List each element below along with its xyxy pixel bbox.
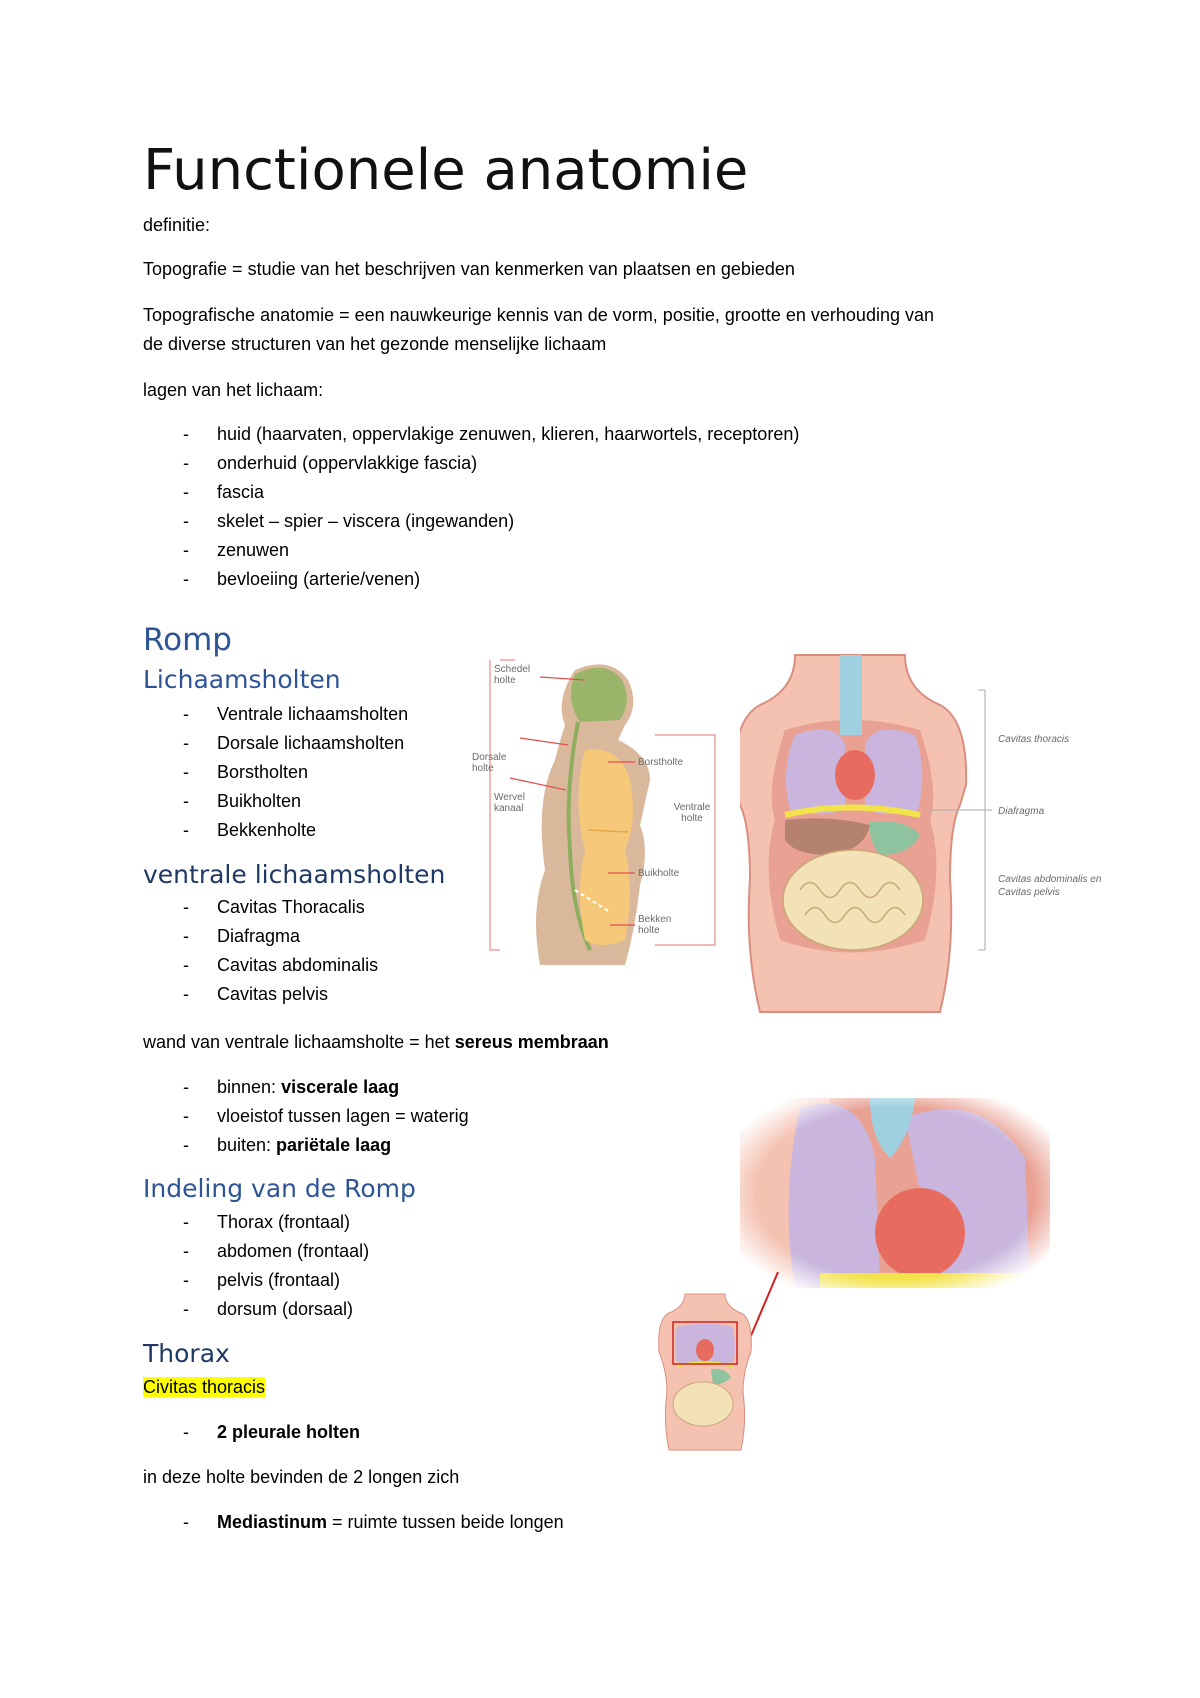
item-text: vloeistof tussen lagen = waterig: [217, 1106, 469, 1126]
label-wervel: Wervel: [494, 792, 525, 803]
small-torso-figure: [655, 1292, 755, 1452]
list-item: - zenuwen: [143, 536, 799, 565]
heading-romp: Romp: [143, 622, 232, 658]
label-bekken: Bekken: [638, 914, 672, 925]
list-item: - Cavitas Thoracalis: [143, 893, 378, 922]
list-item: - Dorsale lichaamsholten: [143, 729, 408, 758]
heading-indeling: Indeling van de Romp: [143, 1174, 416, 1203]
indeling-list: [0, 1208, 370, 1324]
heading-thorax: Thorax: [143, 1339, 230, 1368]
label-cavitas-abdominalis: Cavitas abdominalis en: [998, 874, 1102, 885]
item-text: buiten:: [217, 1135, 277, 1155]
list-item: - huid (haarvaten, oppervlakige zenuwen, klieren, haarwortels, receptoren): [143, 420, 799, 449]
item-bold: viscerale laag: [281, 1077, 400, 1097]
label-diafragma: Diafragma: [998, 806, 1045, 817]
small-heart: [696, 1339, 714, 1361]
pleurale-list: [0, 1418, 361, 1447]
item-bold: Mediastinum: [217, 1512, 328, 1532]
civitas-thoracis: [143, 1373, 265, 1402]
lichaamsholten-list: [0, 700, 409, 845]
topografische-anatomie-line2: de diverse structuren van het gezonde menselijke lichaam: [143, 334, 607, 354]
item-bold: pariëtale laag: [276, 1135, 392, 1155]
label-schedel: Schedel: [494, 664, 531, 675]
list-item: - skelet – spier – viscera (ingewanden): [143, 507, 799, 536]
small-intestines: [673, 1382, 733, 1426]
list-item: [143, 1073, 469, 1102]
label-bekken-2: holte: [638, 925, 660, 936]
item-text: = ruimte tussen beide longen: [327, 1512, 564, 1532]
zoom-fade: [740, 1098, 1050, 1288]
list-item: [143, 1131, 469, 1160]
topografie-definition: Topografie = studie van het beschrijven van kenmerken van plaatsen en gebieden: [143, 259, 795, 279]
list-item: - fascia: [143, 478, 799, 507]
label-cavitas-thoracis: Cavitas thoracis: [998, 734, 1070, 745]
definitie-label: definitie:: [143, 215, 211, 235]
list-item: - pelvis (frontaal): [143, 1266, 369, 1295]
ventral-cavity: [579, 749, 634, 945]
list-item: - Borstholten: [143, 758, 408, 787]
list-item: - Diafragma: [143, 922, 378, 951]
item-bold: 2 pleurale holten: [217, 1422, 361, 1442]
page-title: Functionele anatomie: [143, 138, 749, 203]
topografische-anatomie-line1: Topografische anatomie = een nauwkeurige kennis van de vorm, positie, grootte en verhouding van: [143, 305, 934, 325]
heading-ventrale-lichaamsholten: ventrale lichaamsholten: [143, 860, 446, 889]
thorax-zoom-figure: [740, 1098, 1050, 1288]
wand-prefix: wand van ventrale lichaamsholte = het: [143, 1032, 455, 1052]
label-dorsale: Dorsale: [472, 752, 507, 763]
list-item: [143, 1508, 564, 1537]
list-item: - abdomen (frontaal): [143, 1237, 369, 1266]
list-item: - Buikholten: [143, 787, 408, 816]
ventrale-list: [0, 893, 379, 1009]
trachea: [840, 655, 862, 735]
list-item: - dorsum (dorsaal): [143, 1295, 369, 1324]
highlighted-text: Civitas thoracis: [143, 1377, 266, 1397]
list-item: - Cavitas pelvis: [143, 980, 378, 1009]
torso-frontal-figure: [740, 650, 1140, 1015]
wand-bold: sereus membraan: [454, 1032, 609, 1052]
lagen-label: lagen van het lichaam:: [143, 380, 324, 400]
list-item: - onderhuid (oppervlakkige fascia): [143, 449, 799, 478]
label-schedel-2: holte: [494, 675, 516, 686]
list-item: - Thorax (frontaal): [143, 1208, 369, 1237]
intestines: [783, 850, 923, 950]
membraan-list: [0, 1073, 469, 1160]
label-buikholte: Buikholte: [638, 868, 680, 879]
list-item: - Bekkenholte: [143, 816, 408, 845]
wand-sentence: [143, 1028, 609, 1057]
list-item: [143, 1418, 360, 1447]
label-dorsale-2: holte: [472, 763, 494, 774]
list-item: [143, 1102, 469, 1131]
label-ventrale: Ventrale: [673, 802, 711, 813]
item-text: binnen:: [217, 1077, 282, 1097]
list-item: - bevloeiing (arterie/venen): [143, 565, 799, 594]
label-borstholte: Borstholte: [638, 757, 684, 768]
small-torso-body: [659, 1294, 752, 1450]
list-item: - Ventrale lichaamsholten: [143, 700, 408, 729]
list-item: - Cavitas abdominalis: [143, 951, 378, 980]
label-cavitas-pelvis: Cavitas pelvis: [998, 887, 1060, 898]
heading-lichaamsholten: Lichaamsholten: [143, 665, 341, 694]
lagen-list: [0, 420, 800, 594]
label-ventrale-2: holte: [681, 813, 703, 824]
mediastinum-list: [0, 1508, 564, 1537]
longen-sentence: in deze holte bevinden de 2 longen zich: [143, 1467, 460, 1487]
body-cavities-side-figure: [460, 650, 720, 965]
label-wervel-2: kanaal: [494, 803, 524, 814]
heart: [835, 750, 875, 800]
